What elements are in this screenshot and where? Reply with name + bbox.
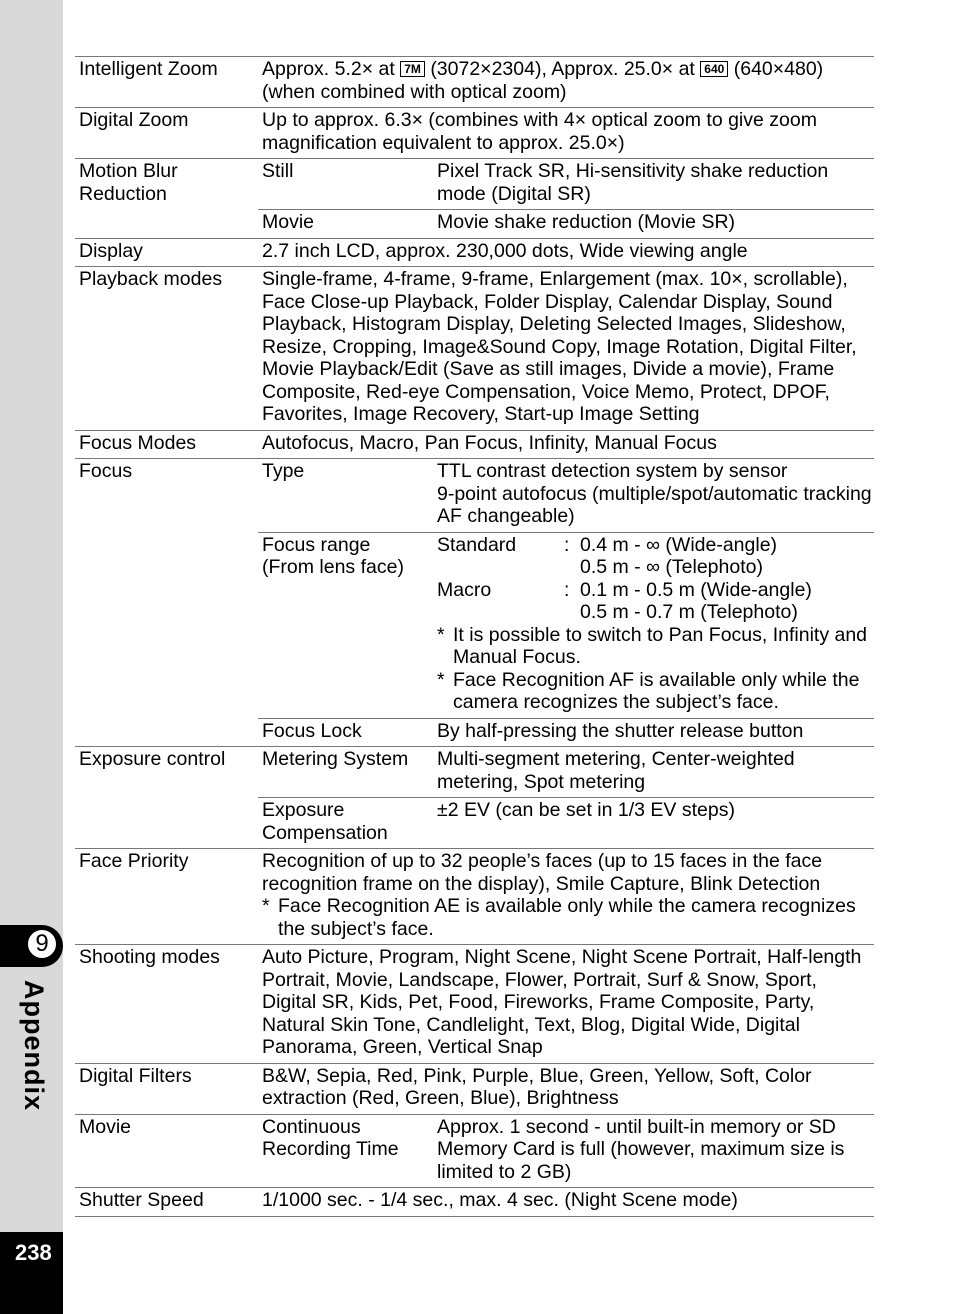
note-star: * xyxy=(437,623,445,646)
row-value: Pixel Track SR, Hi-sensitivity shake reduction mode (Digital SR) xyxy=(433,159,874,210)
row-label: Playback modes xyxy=(75,267,258,431)
zoom-text-a: Approx. 5.2× at xyxy=(262,58,395,80)
row-value xyxy=(433,459,874,533)
sub-label xyxy=(258,1114,433,1188)
range-colon: : xyxy=(564,533,570,556)
face-priority-text: Recognition of up to 32 people’s faces (up to 15 faces in the face recognition frame on the display), Smile Capture, Blink Detection xyxy=(262,850,823,895)
row-label: Motion Blur Reduction xyxy=(75,159,258,239)
row-value: 1/1000 sec. - 1/4 sec., max. 4 sec. (Night Scene mode) xyxy=(258,1188,874,1217)
sub-label: Movie xyxy=(258,210,433,239)
sub-label: Type xyxy=(258,459,433,533)
sub-label-line: Compensation xyxy=(262,821,388,844)
row-value: By half-pressing the shutter release button xyxy=(433,718,874,747)
sub-label-line: Exposure xyxy=(262,799,345,821)
row-value: B&W, Sepia, Red, Pink, Purple, Blue, Green, Yellow, Soft, Color extraction (Red, Green, Blue), Brightness xyxy=(258,1063,874,1114)
sub-label xyxy=(258,532,433,718)
row-face-priority xyxy=(75,849,874,945)
row-label: Movie xyxy=(75,1114,258,1188)
sub-label: Focus Lock xyxy=(258,718,433,747)
page-number: 238 xyxy=(0,1232,63,1314)
note-star: * xyxy=(437,668,445,691)
sub-label: Still xyxy=(258,159,433,210)
range-key: Standard xyxy=(437,533,517,556)
image-size-640-icon: 640 xyxy=(700,61,728,77)
range-value: 0.1 m - 0.5 m (Wide-angle) xyxy=(580,578,812,601)
row-digital-zoom xyxy=(75,108,874,159)
row-focus-modes xyxy=(75,430,874,459)
focus-note xyxy=(437,624,874,669)
row-label: Intelligent Zoom xyxy=(75,57,258,108)
row-label: Shutter Speed xyxy=(75,1188,258,1217)
row-label: Digital Filters xyxy=(75,1063,258,1114)
sub-label-line: Focus range xyxy=(262,533,371,556)
row-movie xyxy=(75,1114,874,1188)
zoom-text-b: (3072×2304), Approx. 25.0× at xyxy=(430,58,695,80)
row-value xyxy=(433,532,874,718)
range-value: 0.5 m - 0.7 m (Telephoto) xyxy=(580,601,798,623)
sub-label-line: (From lens face) xyxy=(262,556,404,578)
focus-type-line: TTL contrast detection system by sensor xyxy=(437,460,788,482)
row-shooting-modes xyxy=(75,945,874,1064)
row-display xyxy=(75,238,874,267)
note-star: * xyxy=(262,895,270,917)
chapter-title: Appendix xyxy=(19,980,49,1112)
row-label: Digital Zoom xyxy=(75,108,258,159)
zoom-text-d: (when combined with optical zoom) xyxy=(262,80,567,103)
row-value: Single-frame, 4-frame, 9-frame, Enlargement (max. 10×, scrollable), Face Close-up Playback, Folder Display, Calendar Display, Sound Playback, Histogram Display, Deleting Selected Images, Slideshow, Resize, Cropping, Image&Sound Copy, Image Rotation, Digital Filter, Movie Playback/Edit (Save as still images, Divide a movie), Frame Composite, Red-eye Compensation, Voice Memo, Protect, DPOF, Favorites, Image Recovery, Start-up Image Setting xyxy=(258,267,874,431)
row-value xyxy=(258,57,874,108)
note-text: Face Recognition AF is available only while the camera recognizes the subject’s face. xyxy=(453,668,860,713)
sub-label-line: Recording Time xyxy=(262,1138,399,1160)
focus-range-table xyxy=(437,534,812,624)
zoom-text-c: (640×480) xyxy=(733,58,824,80)
face-priority-note xyxy=(262,895,874,940)
focus-note xyxy=(437,669,874,714)
row-label: Focus xyxy=(75,459,258,747)
row-label: Display xyxy=(75,238,258,267)
range-value: 0.5 m - ∞ (Telephoto) xyxy=(580,556,763,578)
row-value: Autofocus, Macro, Pan Focus, Infinity, Manual Focus xyxy=(258,430,874,459)
row-label: Shooting modes xyxy=(75,945,258,1064)
row-value: 2.7 inch LCD, approx. 230,000 dots, Wide viewing angle xyxy=(258,238,874,267)
row-label: Face Priority xyxy=(75,849,258,945)
row-focus-type xyxy=(75,459,874,533)
row-label: Focus Modes xyxy=(75,430,258,459)
row-label: Exposure control xyxy=(75,747,258,849)
row-motion-blur xyxy=(75,159,874,210)
row-value: Movie shake reduction (Movie SR) xyxy=(433,210,874,239)
row-value: Multi-segment metering, Center-weighted metering, Spot metering xyxy=(433,747,874,798)
row-value: Auto Picture, Program, Night Scene, Night Scene Portrait, Half-length Portrait, Movie, Landscape, Flower, Portrait, Surf & Snow, Sport, Digital SR, Kids, Pet, Food, Fireworks, Frame Composite, Party, Natural Skin Tone, Candlelight, Text, Blog, Digital Wide, Digital Panorama, Green, Vertical Snap xyxy=(258,945,874,1064)
spec-table xyxy=(75,56,874,1217)
chapter-number: 9 xyxy=(26,928,58,960)
range-value: 0.4 m - ∞ (Wide-angle) xyxy=(580,533,778,556)
focus-type-line: 9-point autofocus (multiple/spot/automatic tracking AF changeable) xyxy=(437,482,872,527)
sub-label: Metering System xyxy=(258,747,433,798)
row-exposure-metering xyxy=(75,747,874,798)
row-digital-filters xyxy=(75,1063,874,1114)
row-intelligent-zoom xyxy=(75,57,874,108)
sidebar xyxy=(0,0,63,1314)
row-shutter-speed xyxy=(75,1188,874,1217)
row-value xyxy=(258,849,874,945)
row-playback-modes xyxy=(75,267,874,431)
image-size-7m-icon: 7M xyxy=(400,61,425,77)
sub-label xyxy=(258,798,433,849)
note-text: It is possible to switch to Pan Focus, Infinity and Manual Focus. xyxy=(453,623,868,668)
note-text: Face Recognition AE is available only while the camera recognizes the subject’s face. xyxy=(278,895,856,940)
sub-label-line: Continuous xyxy=(262,1115,361,1138)
range-colon: : xyxy=(564,578,570,601)
row-value: Up to approx. 6.3× (combines with 4× optical zoom to give zoom magnification equivalent to approx. 25.0×) xyxy=(258,108,874,159)
row-value: Approx. 1 second - until built-in memory or SD Memory Card is full (however, maximum size is limited to 2 GB) xyxy=(433,1114,874,1188)
row-value: ±2 EV (can be set in 1/3 EV steps) xyxy=(433,798,874,849)
range-key: Macro xyxy=(437,578,492,601)
